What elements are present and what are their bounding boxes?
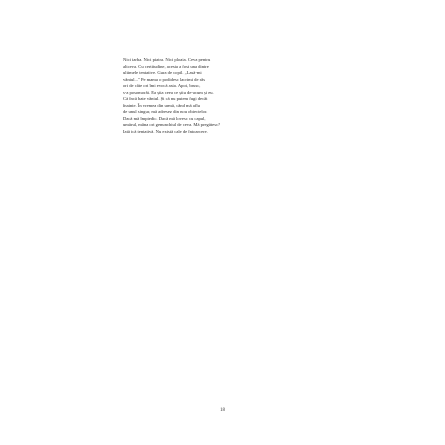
text-line: înainte. În vremea din urmă, când mă aflu	[123, 102, 200, 108]
text-line: vântul..." Pe mama o podidesc lacrimi de râs	[123, 76, 205, 82]
text-line: altceva. Cu certitudine, acesta a fost una dintre	[123, 63, 209, 69]
text-line: ultimele tentative. Gura de copil. „Lasă-mi	[123, 70, 202, 76]
text-line: Că încă bate vântul. Și că nu putem fugi decât	[123, 96, 208, 102]
text-line: Iată ică tentativă. Nu există cale de întoarcere.	[123, 129, 208, 135]
text-line: Nici iarba. Nici piatra. Nici ploaia. Ceva pentru	[123, 57, 211, 62]
text-line: de unul singur, mă adresez din nou obiectelor.	[123, 109, 208, 115]
text-line: ori de câte ori îmi evocă asta. Apoi, brusc,	[123, 83, 201, 89]
text-line: s-a posomorât. Ea știa ceea ce știu de-acum și eu.	[123, 89, 214, 95]
body-text	[123, 57, 313, 136]
text-line: umărul, mâna ori genunchiul de ceva. Mă pregătesc?	[123, 122, 221, 128]
text-line: Dacă mă împiedic. Dacă mă lovesc cu capul,	[123, 115, 206, 121]
page-number: 18	[220, 408, 225, 413]
